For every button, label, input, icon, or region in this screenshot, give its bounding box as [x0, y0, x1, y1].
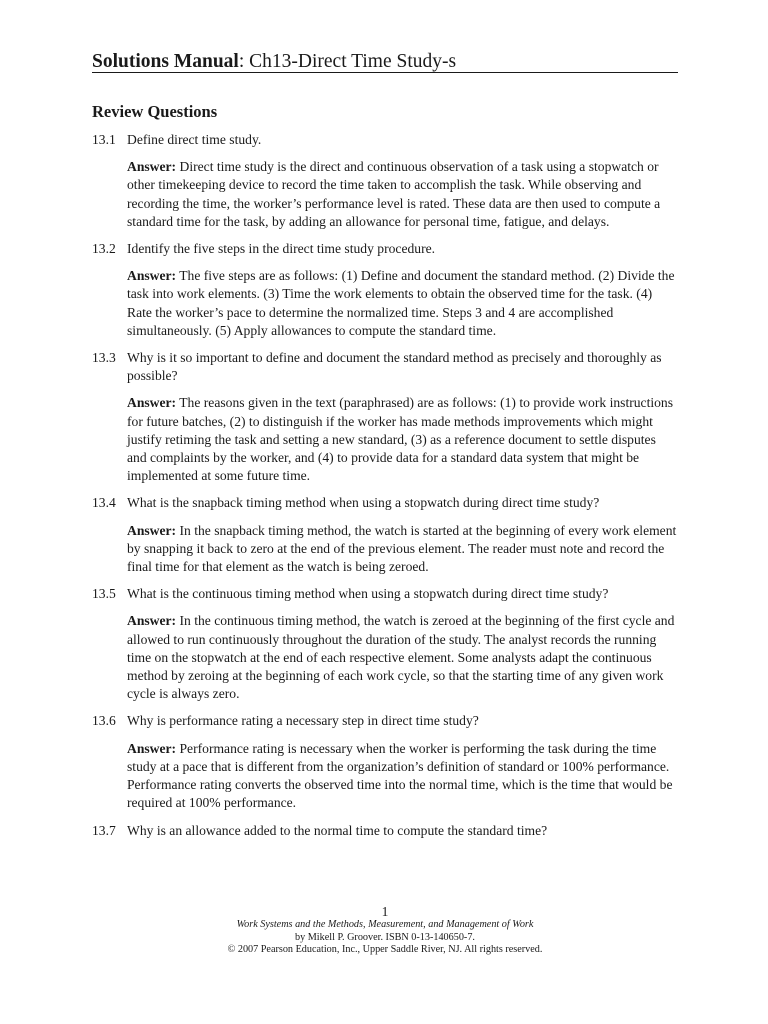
- question-text: What is the snapback timing method when using a stopwatch during direct time study?: [127, 495, 600, 511]
- answer-text: In the continuous timing method, the watch is zeroed at the beginning of the first cycle and allowed to run continuously throughout the duration of the study. The analyst records the running time on the stopwatch at the end of each respective element. Some analysts adapt the continuous method by zeroing at the beginning of each work cycle, so that the starting time of any given work cycle is always zero.: [127, 613, 675, 702]
- answer-text: In the snapback timing method, the watch is started at the beginning of every work element by snapping it back to zero at the end of the previous element. The reader must note and record the final time for that element as the watch is being zeroed.: [127, 522, 677, 575]
- question-item: [92, 822, 678, 840]
- question-number: 13.6: [92, 713, 116, 729]
- answer-block: [127, 740, 678, 813]
- answer-text: Performance rating is necessary when the worker is performing the task during the time study at a pace that is different from the organization’s definition of standard or 100% performance. Performance rating converts the observed time into the normal time, which is the time that would be required at 100% performance.: [127, 740, 673, 811]
- answer-label: Answer:: [127, 395, 177, 411]
- answer-label: Answer:: [127, 159, 177, 175]
- answer-text: The five steps are as follows: (1) Define and document the standard method. (2) Divide the task into work elements. (3) Time the work elements to obtain the observed time for the task. (4) Rate the worker’s pace to determine the normalized time. Steps 3 and 4 are accomplished simultaneously. (5) Apply allowances to compute the standard time.: [127, 268, 675, 338]
- question-text: Identify the five steps in the direct time study procedure.: [127, 241, 436, 257]
- answer-block: [127, 158, 678, 231]
- question-item: [92, 585, 678, 703]
- question-text: Why is it so important to define and document the standard method as precisely and thoroughly as possible?: [127, 350, 662, 384]
- question-number: 13.2: [92, 241, 116, 257]
- question-item: [92, 240, 678, 340]
- header-title-bold: Solutions Manual: [92, 51, 239, 72]
- answer-text: The reasons given in the text (paraphrased) are as follows: (1) to provide work instructions for future batches, (2) to distinguish if the worker has made methods improvements which might justify retiming the task and setting a new standard, (3) as a reference document to settle disputes and complaints by the worker, and (4) to provide data for a standard data system that might be implemented at some future time.: [127, 395, 674, 484]
- answer-block: [127, 394, 678, 485]
- answer-label: Answer:: [127, 522, 177, 538]
- question-number: 13.1: [92, 132, 116, 147]
- answer-block: [127, 612, 678, 703]
- question-text: Define direct time study.: [127, 132, 262, 147]
- question-item: [92, 494, 678, 576]
- answer-text: Direct time study is the direct and continuous observation of a task using a stopwatch or other timekeeping device to record the time taken to accomplish the task. While observing and recording the time, the worker’s performance level is rated. These data are then used to compute a standard time for the task, by adding an allowance for personal time, fatigue, and delays.: [127, 159, 661, 229]
- header-title-rest: : Ch13-Direct Time Study-s: [238, 51, 457, 72]
- question-text: Why is an allowance added to the normal time to compute the standard time?: [127, 822, 548, 838]
- footer-book-title: Work Systems and the Methods, Measurement, and Management of Work: [236, 919, 534, 930]
- page-header: [92, 50, 678, 74]
- answer-block: [127, 267, 678, 340]
- page-footer: [92, 905, 678, 957]
- question-list: [92, 131, 678, 840]
- question-number: 13.3: [92, 350, 116, 366]
- question-number: 13.7: [92, 822, 116, 838]
- question-number: 13.5: [92, 586, 116, 602]
- answer-label: Answer:: [127, 613, 177, 629]
- page-number: 1: [381, 904, 389, 919]
- section-title: Review Questions: [92, 102, 218, 121]
- question-text: Why is performance rating a necessary step in direct time study?: [127, 713, 479, 729]
- question-item: [92, 712, 678, 812]
- footer-author-line: by Mikell P. Groover. ISBN 0-13-140650-7.: [295, 931, 475, 943]
- answer-label: Answer:: [127, 268, 177, 284]
- question-item: [92, 349, 678, 485]
- footer-copyright: © 2007 Pearson Education, Inc., Upper Saddle River, NJ. All rights reserved.: [227, 944, 543, 956]
- question-number: 13.4: [92, 495, 116, 511]
- question-text: What is the continuous timing method when using a stopwatch during direct time study?: [127, 586, 609, 602]
- header-divider: [92, 72, 678, 73]
- answer-label: Answer:: [127, 740, 177, 756]
- question-item: [92, 131, 678, 231]
- answer-block: [127, 522, 678, 577]
